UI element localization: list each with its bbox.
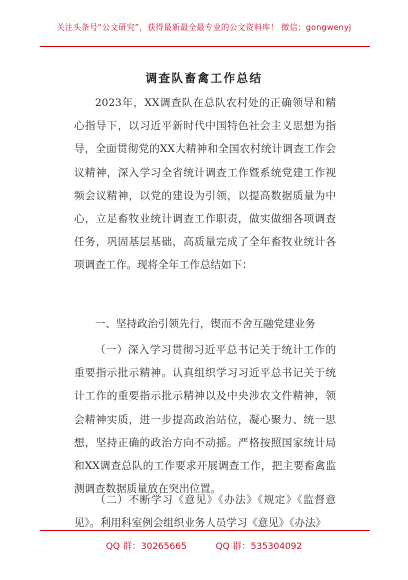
footer [0,539,408,552]
document-title: 调查队畜禽工作总结 [145,71,263,85]
section-heading-1: 一、坚持政治引领先行，锲而不舍互融党建业务 [95,318,316,330]
header-divider [40,46,370,47]
header-banner: 关注头条号“公文研究”，获得最新最全最专业的公文资料库！ 微信：gongwenyj [56,23,352,32]
footer-qq-group-1: QQ 群：30265665 [105,542,187,552]
intro-paragraph: 2023年，XX调查队在总队农村处的正确领导和精心指导下，以习近平新时代中国特色社会主义思想为指导，全面贯彻党的XX大精神和全国农村统计调查工作会议精神，深入学习全省统计调查工作暨系统党建工作视频会议精神，以党的建设为引领，以提高数据质量为中心，立足畜牧业统计调查工作职责，做实做细各项调查任务，巩固基层基础，高质量完成了全年畜牧业统计各项调查工作。现将全年工作总结如下： [74,97,336,272]
footer-divider [40,530,370,531]
subsection-paragraph-2: （二）不断学习《意见》《办法》《规定》《监督意见》。利用科室例会组织业务人员学习《意见》《办法》 [74,494,336,530]
subsection-paragraph-1: （一）深入学习贯彻习近平总书记关于统计工作的重要指示批示精神。认真组织学习习近平总书记关于统计工作的重要指示批示精神以及中央涉农文件精神，领会精神实质，进一步提高政治站位，凝心聚力、统一思想，坚持正确的政治方向不动摇。严格按照国家统计局和XX调查总队的工作要求开展调查工作，把主要畜禽监测调查数据质量放在突出位置。 [74,344,336,496]
footer-qq-group-2: QQ 群：535304092 [215,542,303,552]
